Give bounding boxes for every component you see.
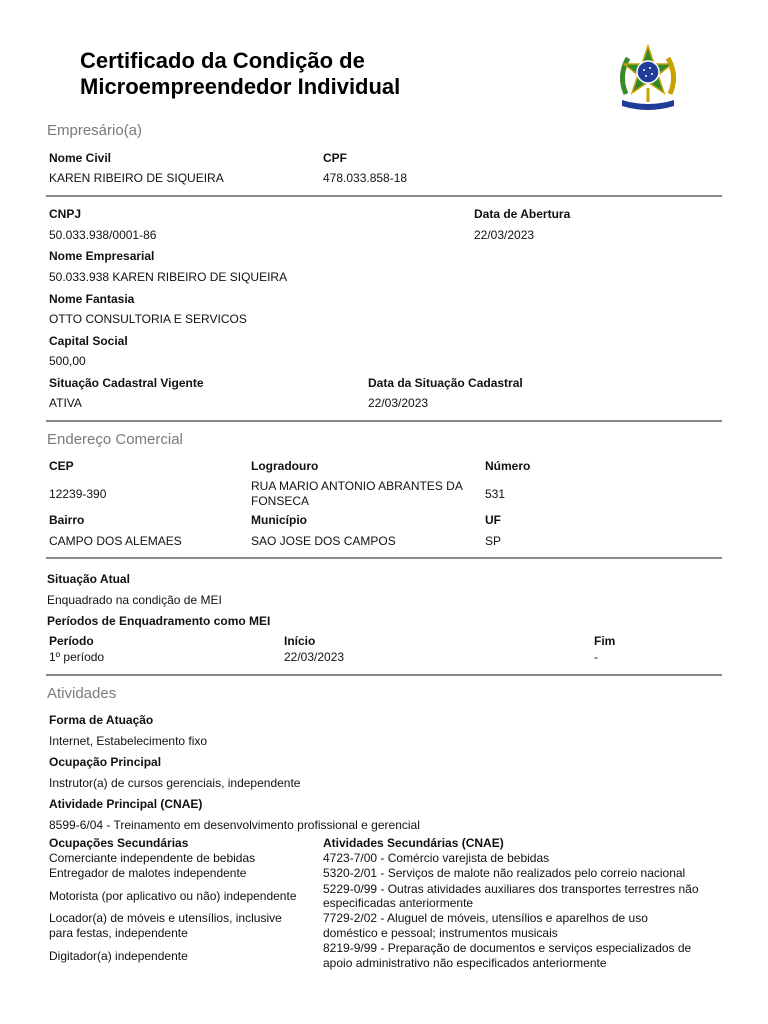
data-situacao-value: 22/03/2023	[368, 396, 429, 410]
section-endereco: Endereço Comercial	[47, 431, 183, 448]
municipio-value: SAO JOSE DOS CAMPOS	[251, 534, 396, 548]
numero-value: 531	[485, 487, 506, 501]
list-item: doméstico e pessoal; instrumentos musicais	[323, 926, 558, 940]
nome-empresarial-value: 50.033.938 KAREN RIBEIRO DE SIQUEIRA	[49, 270, 288, 284]
municipio-label: Município	[251, 513, 307, 527]
list-item: 8219-9/99 - Preparação de documentos e serviços especializados de	[323, 941, 692, 955]
inicio-cell: 22/03/2023	[284, 650, 345, 664]
list-item: apoio administrativo não especificados anteriormente	[323, 956, 607, 970]
atividades-secundarias-label: Atividades Secundárias (CNAE)	[323, 836, 504, 850]
data-abertura-value: 22/03/2023	[474, 228, 535, 242]
forma-atuacao-label: Forma de Atuação	[49, 713, 154, 727]
situacao-cadastral-value: ATIVA	[49, 396, 82, 410]
list-item: especificadas anteriormente	[323, 896, 474, 910]
divider	[46, 195, 722, 197]
nome-civil-label: Nome Civil	[49, 151, 112, 165]
logradouro-value	[251, 479, 463, 509]
capital-social-label: Capital Social	[49, 334, 128, 348]
cep-value: 12239-390	[49, 487, 107, 501]
list-item: Locador(a) de móveis e utensílios, inclusive	[49, 911, 282, 925]
cpf-label: CPF	[323, 151, 347, 165]
list-item: Motorista (por aplicativo ou não) independente	[49, 889, 297, 903]
uf-value: SP	[485, 534, 502, 548]
periodo-column-header: Período	[49, 634, 94, 648]
uf-label: UF	[485, 513, 501, 527]
nome-fantasia-value: OTTO CONSULTORIA E SERVICOS	[49, 312, 247, 326]
fim-column-header: Fim	[594, 634, 616, 648]
nome-civil-value: KAREN RIBEIRO DE SIQUEIRA	[49, 171, 224, 185]
inicio-column-header: Início	[284, 634, 316, 648]
divider	[46, 674, 722, 676]
list-item: Comerciante independente de bebidas	[49, 851, 256, 865]
forma-atuacao-value: Internet, Estabelecimento fixo	[49, 734, 208, 748]
page-title	[80, 48, 400, 100]
situacao-atual-value: Enquadrado na condição de MEI	[47, 593, 222, 607]
periodos-label: Períodos de Enquadramento como MEI	[47, 614, 271, 628]
atividade-principal-label: Atividade Principal (CNAE)	[49, 797, 203, 811]
logradouro-label: Logradouro	[251, 459, 319, 473]
logradouro-line-1: RUA MARIO ANTONIO ABRANTES DA	[251, 479, 463, 493]
ocupacao-principal-value: Instrutor(a) de cursos gerenciais, independente	[49, 776, 301, 790]
list-item: Entregador de malotes independente	[49, 866, 247, 880]
list-item: 5229-0/99 - Outras atividades auxiliares dos transportes terrestres não	[323, 882, 699, 896]
list-item: para festas, independente	[49, 926, 188, 940]
list-item: 7729-2/02 - Aluguel de móveis, utensílios e aparelhos de uso	[323, 911, 648, 925]
bairro-value: CAMPO DOS ALEMAES	[49, 534, 182, 548]
periodo-cell: 1º período	[49, 650, 105, 664]
fim-cell: -	[594, 650, 598, 664]
cpf-value: 478.033.858-18	[323, 171, 408, 185]
logradouro-line-2: FONSECA	[251, 494, 310, 508]
section-atividades: Atividades	[47, 685, 117, 702]
nome-fantasia-label: Nome Fantasia	[49, 292, 135, 306]
ocupacoes-secundarias-label: Ocupações Secundárias	[49, 836, 189, 850]
brasil-coat-of-arms-icon	[612, 42, 684, 114]
divider	[46, 557, 722, 559]
nome-empresarial-label: Nome Empresarial	[49, 249, 155, 263]
cnpj-label: CNPJ	[49, 207, 82, 221]
title-line-2: Microempreendedor Individual	[80, 74, 401, 99]
bairro-label: Bairro	[49, 513, 85, 527]
data-situacao-label: Data da Situação Cadastral	[368, 376, 523, 390]
cep-label: CEP	[49, 459, 74, 473]
ocupacao-principal-label: Ocupação Principal	[49, 755, 162, 769]
capital-social-value: 500,00	[49, 354, 86, 368]
data-abertura-label: Data de Abertura	[474, 207, 571, 221]
situacao-atual-label: Situação Atual	[47, 572, 130, 586]
title-line-1: Certificado da Condição de	[80, 48, 365, 73]
cnpj-value: 50.033.938/0001-86	[49, 228, 157, 242]
list-item: Digitador(a) independente	[49, 949, 188, 963]
list-item: 4723-7/00 - Comércio varejista de bebidas	[323, 851, 550, 865]
situacao-cadastral-label: Situação Cadastral Vigente	[49, 376, 204, 390]
section-empresario: Empresário(a)	[47, 122, 143, 139]
numero-label: Número	[485, 459, 531, 473]
list-item: 5320-2/01 - Serviços de malote não realizados pelo correio nacional	[323, 866, 686, 880]
atividade-principal-value: 8599-6/04 - Treinamento em desenvolvimento profissional e gerencial	[49, 818, 420, 832]
divider	[46, 420, 722, 422]
